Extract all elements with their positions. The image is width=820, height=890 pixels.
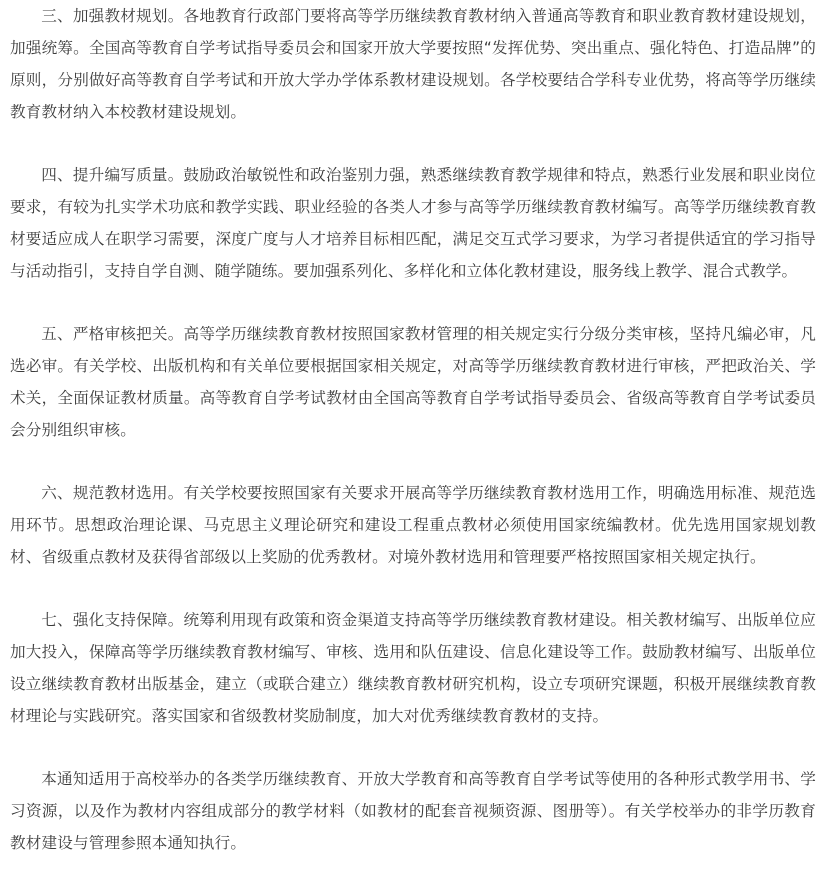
paragraph-scope-of-notice: 本通知适用于高校举办的各类学历继续教育、开放大学教育和高等教育自学考试等使用的各种形式教学用书、学习资源，以及作为教材内容组成部分的教学材料（如教材的配套音视频资源、图册等）。有关学校举办的非学历教育教材建设与管理参照本通知执行。: [10, 770, 816, 852]
article-body: [10, 0, 816, 859]
paragraph-strengthen-planning: 三、加强教材规划。各地教育行政部门要将高等学历继续教育教材纳入普通高等教育和职业教育教材建设规划，加强统筹。全国高等教育自学考试指导委员会和国家开放大学要按照“发挥优势、突出重点、强化特色、打造品牌”的原则，分别做好高等教育自学考试和开放大学办学体系教材建设规划。各学校要结合学科专业优势，将高等学历继续教育教材纳入本校教材建设规划。: [10, 7, 816, 121]
paragraph-improve-writing-quality: 四、提升编写质量。鼓励政治敏锐性和政治鉴别力强，熟悉继续教育教学规律和特点，熟悉行业发展和职业岗位要求，有较为扎实学术功底和教学实践、职业经验的各类人才参与高等学历继续教育教材编写。高等学历继续教育教材要适应成人在职学习需要，深度广度与人才培养目标相匹配，满足交互式学习要求，为学习者提供适宜的学习指导与活动指引，支持自学自测、随学随练。要加强系列化、多样化和立体化教材建设，服务线上教学、混合式教学。: [10, 166, 816, 280]
paragraph-support-guarantee: 七、强化支持保障。统筹利用现有政策和资金渠道支持高等学历继续教育教材建设。相关教材编写、出版单位应加大投入，保障高等学历继续教育教材编写、审核、选用和队伍建设、信息化建设等工作。鼓励教材编写、出版单位设立继续教育教材出版基金，建立（或联合建立）继续教育教材研究机构，设立专项研究课题，积极开展继续教育教材理论与实践研究。落实国家和省级教材奖励制度，加大对优秀继续教育教材的支持。: [10, 611, 816, 725]
paragraph-standardize-selection: 六、规范教材选用。有关学校要按照国家有关要求开展高等学历继续教育教材选用工作，明确选用标准、规范选用环节。思想政治理论课、马克思主义理论研究和建设工程重点教材必须使用国家统编教材。优先选用国家规划教材、省级重点教材及获得省部级以上奖励的优秀教材。对境外教材选用和管理要严格按照国家相关规定执行。: [10, 484, 816, 566]
paragraph-strict-review: 五、严格审核把关。高等学历继续教育教材按照国家教材管理的相关规定实行分级分类审核，坚持凡编必审，凡选必审。有关学校、出版机构和有关单位要根据国家相关规定，对高等学历继续教育教材进行审核，严把政治关、学术关，全面保证教材质量。高等教育自学考试教材由全国高等教育自学考试指导委员会、省级高等教育自学考试委员会分别组织审核。: [10, 325, 816, 439]
